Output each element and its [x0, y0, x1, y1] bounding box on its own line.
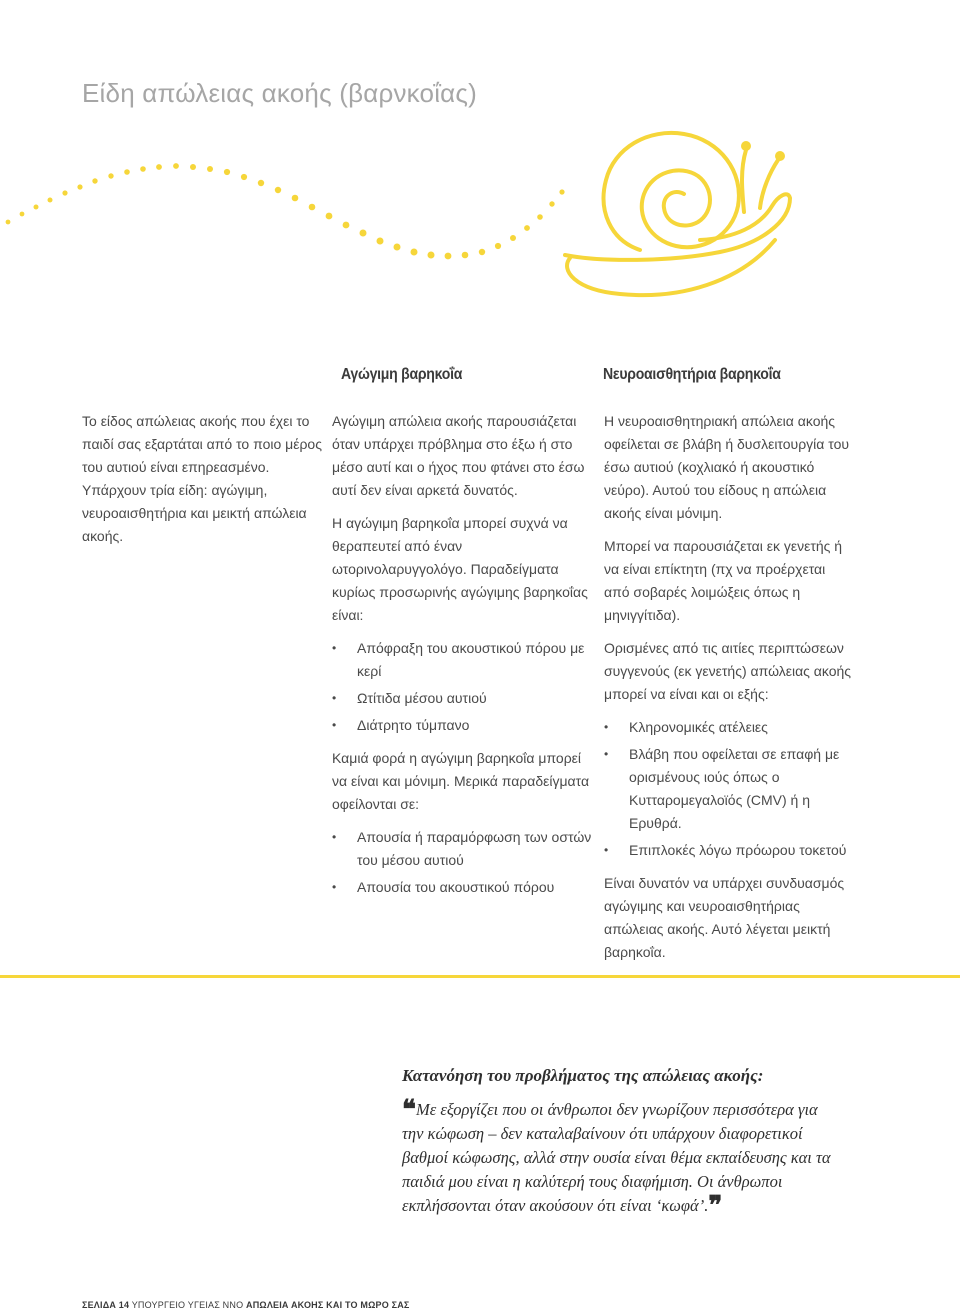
sensorineural-p4: Είναι δυνατόν να υπάρχει συνδυασμός αγώγιμης και νευροαισθητήριας απώλειας ακοής. Αυτό λέγεται μεικτή βαρηκοΐα. [604, 875, 845, 960]
quote-title: Κατανόηση του προβλήματος της απώλειας ακοής: [402, 1066, 764, 1085]
list-item: • Επιπλοκές λόγω πρόωρου τοκετού [604, 839, 854, 862]
sensorineural-list [604, 716, 854, 862]
list-item: • Απουσία του ακουστικού πόρου [332, 876, 592, 899]
sensorineural-heading: Νευροαισθητήρια βαρηκοΐα [603, 366, 781, 383]
list-item: • Απουσία ή παραμόρφωση των οστών του μέσου αυτιού [332, 826, 592, 872]
conductive-heading: Αγώγιμη βαρηκοΐα [341, 366, 463, 383]
sensorineural-column [604, 410, 854, 974]
list-item: • Κληρονομικές ατέλειες [604, 716, 854, 739]
conductive-p1: Αγώγιμη απώλεια ακοής παρουσιάζεται όταν υπάρχει πρόβλημα στο έξω ή στο μέσο αυτί και ο ήχος που φτάνει στο έσω αυτί δεν είναι αρκετά δυνατός. [332, 413, 585, 498]
conductive-column [332, 410, 592, 909]
quote-text-block [402, 1095, 842, 1221]
sensorineural-p1: Η νευροαισθητηριακή απώλεια ακοής οφείλεται σε βλάβη ή δυσλειτουργία του έσω αυτιού (κοχλιακό ή ακουστικό νεύρο). Αυτού του είδους η απώλεια ακοής είναι μόνιμη. [604, 413, 850, 521]
section-divider [0, 975, 960, 978]
conductive-p3: Καμιά φορά η αγώγιμη βαρηκοΐα μπορεί να είναι και μόνιμη. Μερικά παραδείγματα οφείλονται σε: [332, 750, 590, 812]
footer-title: ΑΠΩΛΕΙΑ ΑΚΟΗΣ ΚΑΙ ΤΟ ΜΩΡΟ ΣΑΣ [246, 1300, 410, 1310]
list-item: • Ωτίτιδα μέσου αυτιού [332, 687, 592, 710]
open-quote-icon: ❝ [402, 1095, 416, 1125]
list-item: • Διάτρητο τύμπανο [332, 714, 592, 737]
list-item: • Βλάβη που οφείλεται σε επαφή με ορισμένους ιούς όπως ο Κυτταρομεγαλοϊός (CMV) ή η Ερυθρά. [604, 743, 854, 835]
close-quote-icon: ❞ [708, 1191, 723, 1221]
quote-box [402, 1066, 842, 1221]
conductive-list2 [332, 826, 592, 899]
list-item: • Απόφραξη του ακουστικού πόρου με κερί [332, 637, 592, 683]
sensorineural-p3: Ορισμένες από τις αιτίες περιπτώσεων συγγενούς (εκ γενετής) απώλειας ακοής μπορεί να είναι και οι εξής: [604, 640, 852, 702]
quote-text: Με εξοργίζει που οι άνθρωποι δεν γνωρίζουν περισσότερα για την κώφωση – δεν καταλαβαίνουν ότι υπάρχουν διαφορετικοί βαθμοί κώφωσης, αλλά στην ουσία είναι θέμα εκπαίδευσης και τα παιδιά μου είναι η καλύτερή τους διαφήμιση. Οι άνθρωποι εκπλήσσονται όταν ακούσουν ότι είναι ‘κωφά’. [402, 1100, 831, 1215]
footer-page: ΣΕΛΙΔΑ 14 [82, 1300, 130, 1310]
conductive-list1 [332, 637, 592, 737]
conductive-p2: Η αγώγιμη βαρηκοΐα μπορεί συχνά να θεραπευτεί από έναν ωτορινολαρυγγολόγο. Παραδείγματα κυρίως προσωρινής αγώγιμης βαρηκοΐας είναι: [332, 515, 588, 623]
sensorineural-p2: Μπορεί να παρουσιάζεται εκ γενετής ή να είναι επίκτητη (πχ να προέρχεται από σοβαρές λοιμώξεις όπως η μηνιγγίτιδα). [604, 538, 843, 623]
snail-illustration [0, 0, 960, 340]
page-footer [82, 1300, 410, 1310]
intro-column [82, 410, 322, 558]
footer-org: ΥΠΟΥΡΓΕΙΟ ΥΓΕΙΑΣ ΝΝΟ [131, 1300, 244, 1310]
intro-text: Το είδος απώλειας ακοής που έχει το παιδί σας εξαρτάται από το ποιο μέρος του αυτιού είναι επηρεασμένο. Υπάρχουν τρία είδη: αγώγιμη, νευροαισθητήρια και μεικτή απώλεια ακοής. [82, 413, 322, 544]
page-title: Είδη απώλειας ακοής (βαρνκοΐας) [82, 78, 477, 108]
